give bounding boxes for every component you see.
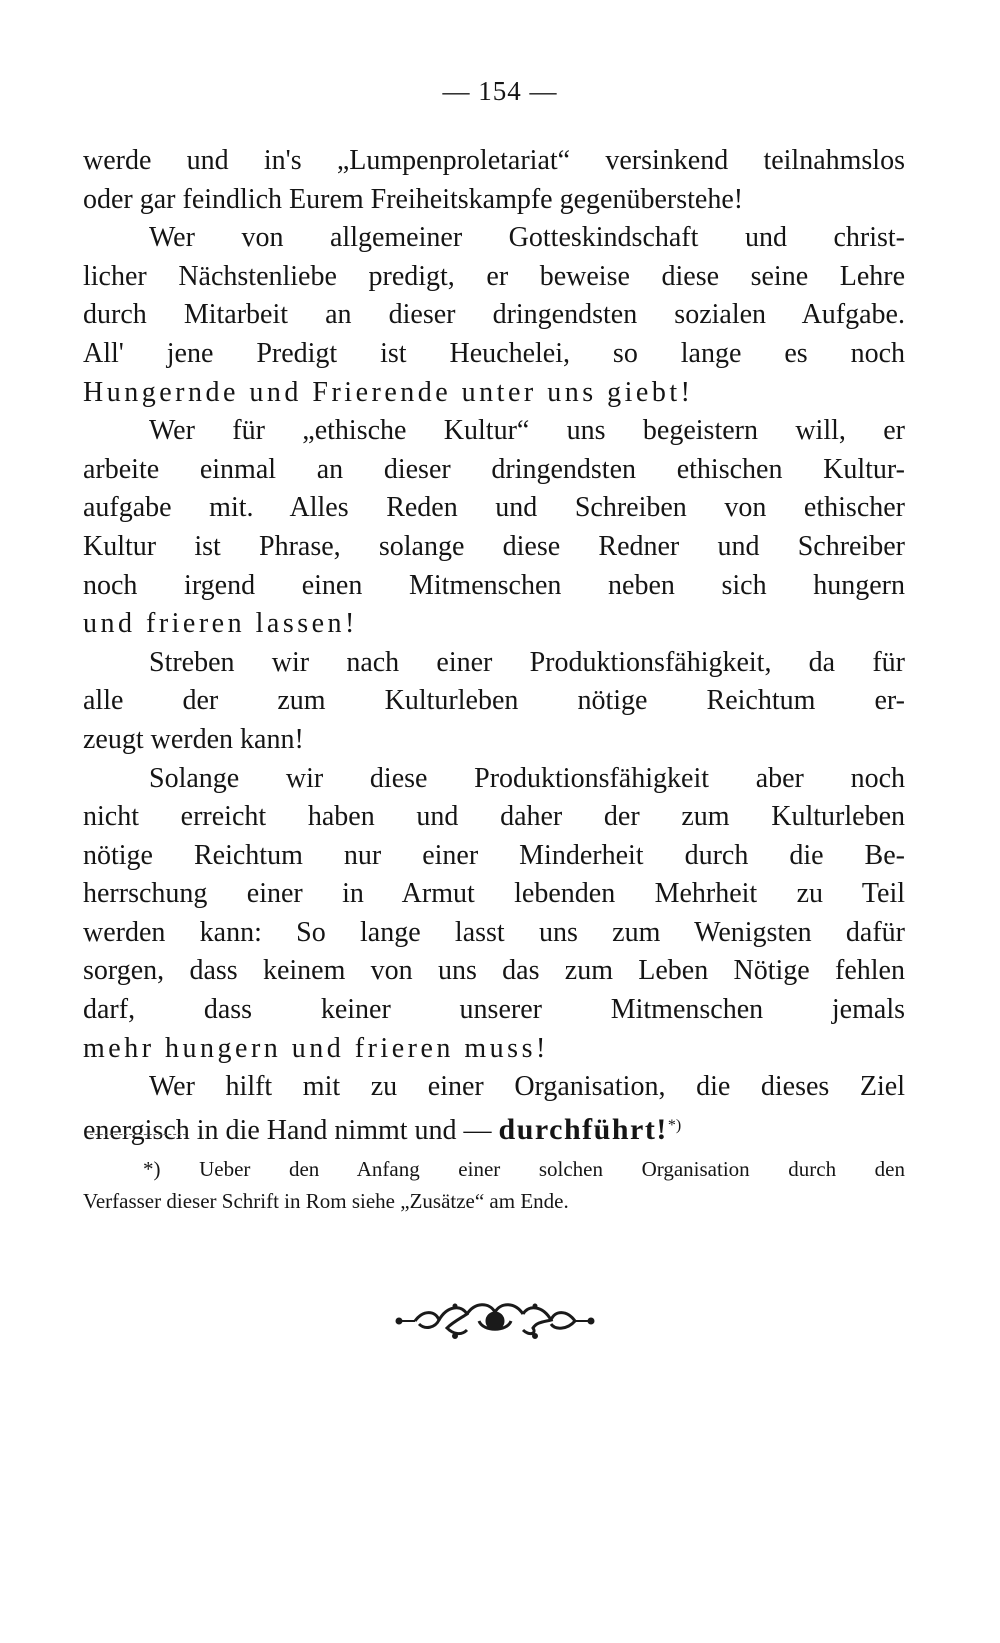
footnote-marker: *) [667,1116,682,1134]
text-line: nicht erreicht haben und daher der zum Kulturleben [83,801,905,833]
page-number: — 154 — [442,76,558,106]
body-text [83,142,905,1145]
text-line: All' jene Predigt ist Heuchelei, so lange es noch [83,337,905,369]
text-line: werden kann: So lange lasst uns zum Wenigsten dafür [83,916,905,948]
floral-ornament-icon [395,1298,595,1344]
text-line: oder gar feindlich Eurem Freiheitskampfe gegenüberstehe! [83,183,744,215]
footnote-divider [90,1134,186,1135]
text-line: sorgen, dass keinem von uns das zum Leben Nötige fehlen [83,955,905,987]
footnote-line: Verfasser dieser Schrift in Rom siehe „Zusätze“ am Ende. [83,1189,569,1213]
text-line: herrschung einer in Armut lebenden Mehrheit zu Teil [83,878,905,910]
text-line: Wer von allgemeiner Gotteskindschaft und christ- [149,222,905,254]
text-line: werde und in's „Lumpenproletariat“ versinkend teilnahmslos [83,145,905,176]
text-line: Kultur ist Phrase, solange diese Redner und Schreiber [83,530,905,562]
text-line: zeugt werden kann! [83,723,304,755]
text-line: durch Mitarbeit an dieser dringendsten sozialen Aufgabe. [83,299,905,331]
text-line: noch irgend einen Mitmenschen neben sich hungern [83,569,905,601]
text-line: darf, dass keiner unserer Mitmenschen jemals [83,994,905,1026]
text-line: Streben wir nach einer Produktionsfähigkeit, da für [149,646,905,678]
text-line: Wer für „ethische Kultur“ uns begeistern will, er [149,415,905,447]
emphasized-word: durchführt! [498,1112,668,1146]
text-line: aufgabe mit. Alles Reden und Schreiben von ethischer [83,492,905,524]
text-line-final [83,1107,905,1146]
text-line: und frieren lassen! [83,608,358,640]
text-line: arbeite einmal an dieser dringendsten ethischen Kultur- [83,453,905,485]
text-line: Wer hilft mit zu einer Organisation, die dieses Ziel [149,1071,905,1103]
text-line: mehr hungern und frieren muss! [83,1032,549,1064]
footnote [83,1153,905,1217]
text-line: alle der zum Kulturleben nötige Reichtum er- [83,685,905,717]
footnote-line: *) Ueber den Anfang einer solchen Organisation durch den [143,1157,905,1181]
text-line: Solange wir diese Produktionsfähigkeit aber noch [149,762,905,794]
final-line-text: energisch in die Hand nimmt und — [83,1114,492,1146]
text-line: Hungernde und Frierende unter uns giebt! [83,376,694,408]
text-line: nötige Reichtum nur einer Minderheit durch die Be- [83,839,905,871]
text-line: licher Nächstenliebe predigt, er beweise diese seine Lehre [83,260,905,292]
